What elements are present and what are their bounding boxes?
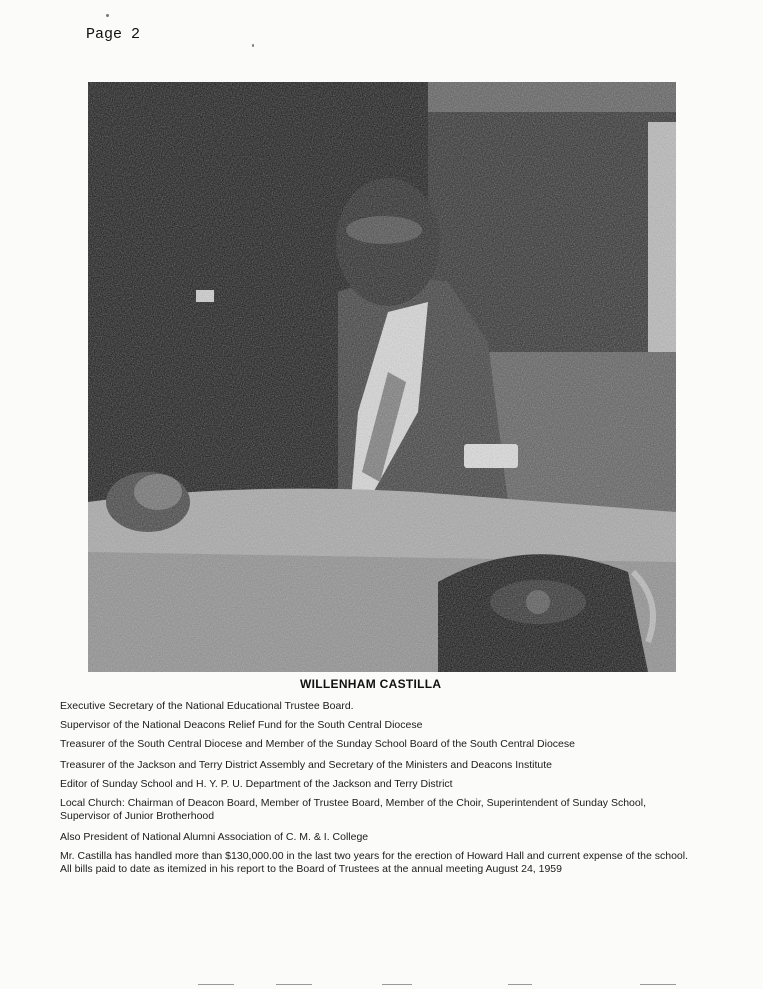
body-text xyxy=(60,700,692,884)
paragraph-alumni: Also President of National Alumni Association of C. M. & I. College xyxy=(60,831,369,843)
paragraph-finances: Mr. Castilla has handled more than $130,000.00 in the last two years for the erection of Howard Hall and current expense of the school. All bills paid to date as itemized in his report to the Board of Trustees at the annual meeting August 24, 1959 xyxy=(60,850,689,875)
scan-speck xyxy=(106,14,109,17)
paragraph-local-church: Local Church: Chairman of Deacon Board, Member of Trustee Board, Member of the Choir, Superintendent of Sunday School, Supervisor of Junior Brotherhood xyxy=(60,797,646,822)
paragraph-treasurer-district: Treasurer of the Jackson and Terry District Assembly and Secretary of the Ministers and Deacons Institute xyxy=(60,759,552,771)
footer-rule xyxy=(382,984,412,985)
paragraph-editor: Editor of Sunday School and H. Y. P. U. Department of the Jackson and Terry District xyxy=(60,778,453,790)
footer-rule xyxy=(198,984,234,985)
paragraph-supervisor: Supervisor of the National Deacons Relief Fund for the South Central Diocese xyxy=(60,719,423,731)
footer-rule xyxy=(508,984,532,985)
paragraph-treasurer-diocese: Treasurer of the South Central Diocese and Member of the Sunday School Board of the South Central Diocese xyxy=(60,738,575,750)
paragraph-executive-secretary: Executive Secretary of the National Educational Trustee Board. xyxy=(60,700,354,712)
portrait-photo xyxy=(88,82,676,672)
footer-rule xyxy=(640,984,676,985)
page-number: Page 2 xyxy=(86,26,141,43)
photo-caption: WILLENHAM CASTILLA xyxy=(300,677,442,691)
portrait-photo-graphic xyxy=(88,82,676,672)
scan-speck xyxy=(252,44,254,47)
footer-rule xyxy=(276,984,312,985)
